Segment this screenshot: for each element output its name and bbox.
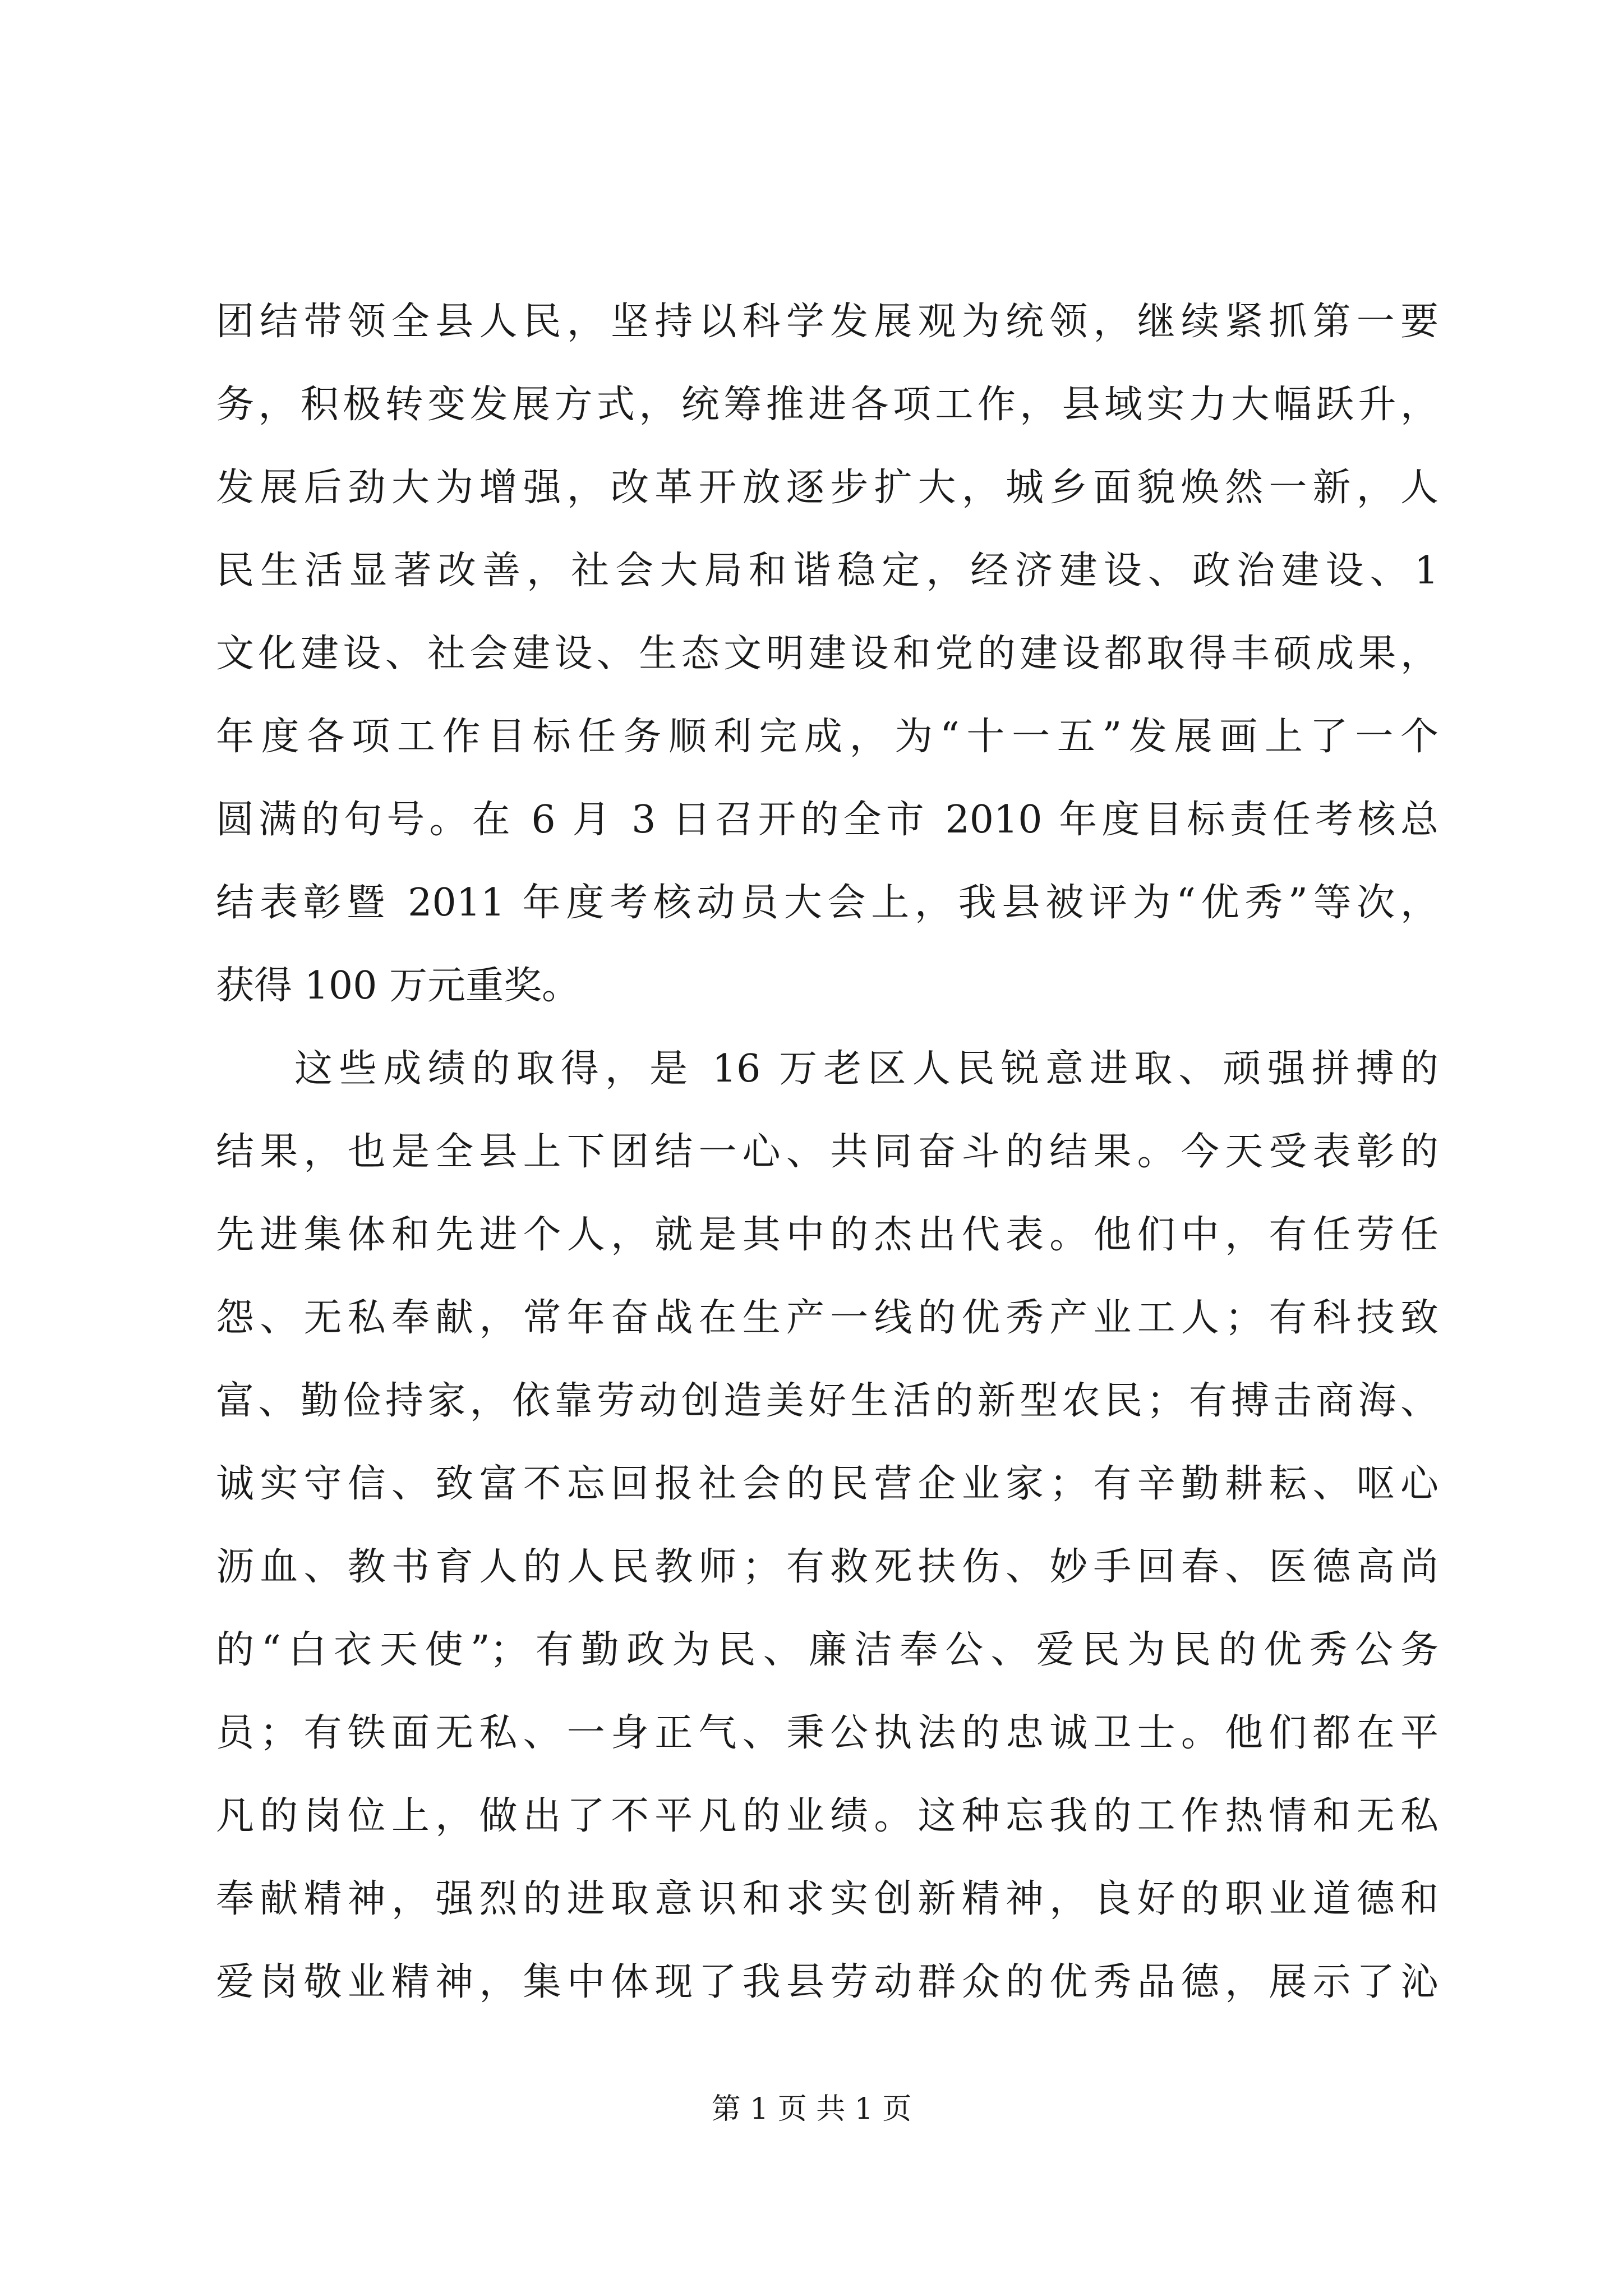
- text-line: 民生活显著改善，社会大局和谐稳定，经济建设、政治建设、1: [216, 549, 1438, 593]
- text-line: 富、勤俭持家，依靠劳动创造美好生活的新型农民；有搏击商海、: [216, 1379, 1438, 1423]
- text-line: 沥血、教书育人的人民教师；有救死扶伤、妙手回春、医德高尚: [216, 1545, 1438, 1589]
- text-line: 奉献精神，强烈的进取意识和求实创新精神，良好的职业道德和: [216, 1877, 1438, 1921]
- text-line: 文化建设、社会建设、生态文明建设和党的建设都取得丰硕成果，: [216, 632, 1438, 676]
- text-line: 发展后劲大为增强，改革开放逐步扩大，城乡面貌焕然一新，人: [216, 466, 1438, 510]
- text-line-indented: 这些成绩的取得，是 16 万老区人民锐意进取、顽强拼搏的: [294, 1047, 1438, 1091]
- text-line: 先进集体和先进个人，就是其中的杰出代表。他们中，有任劳任: [216, 1213, 1438, 1257]
- text-line: 诚实守信、致富不忘回报社会的民营企业家；有辛勤耕耘、呕心: [216, 1462, 1438, 1506]
- text-line: 结表彰暨 2011 年度考核动员大会上，我县被评为“优秀”等次，: [216, 881, 1438, 925]
- page-footer: [0, 2090, 1623, 2129]
- text-line: 年度各项工作目标任务顺利完成，为“十一五”发展画上了一个: [216, 715, 1438, 759]
- text-line: 圆满的句号。在 6 月 3 日召开的全市 2010 年度目标责任考核总: [216, 798, 1438, 842]
- text-line: 团结带领全县人民，坚持以科学发展观为统领，继续紧抓第一要: [216, 300, 1438, 344]
- document-body: [216, 280, 1438, 2024]
- text-line: 员；有铁面无私、一身正气、秉公执法的忠诚卫士。他们都在平: [216, 1711, 1438, 1755]
- text-line: 怨、无私奉献，常年奋战在生产一线的优秀产业工人；有科技致: [216, 1296, 1438, 1340]
- page-number-label: 第 1 页 共 1 页: [711, 2092, 912, 2126]
- text-line: 结果，也是全县上下团结一心、共同奋斗的结果。今天受表彰的: [216, 1130, 1438, 1174]
- text-line: 务，积极转变发展方式，统筹推进各项工作，县域实力大幅跃升，: [216, 383, 1438, 427]
- text-line: 凡的岗位上，做出了不平凡的业绩。这种忘我的工作热情和无私: [216, 1794, 1438, 1838]
- text-line: 的“白衣天使”；有勤政为民、廉洁奉公、爱民为民的优秀公务: [216, 1628, 1438, 1672]
- text-line: 获得 100 万元重奖。: [216, 964, 580, 1008]
- text-line: 爱岗敬业精神，集中体现了我县劳动群众的优秀品德，展示了沁: [216, 1960, 1438, 2004]
